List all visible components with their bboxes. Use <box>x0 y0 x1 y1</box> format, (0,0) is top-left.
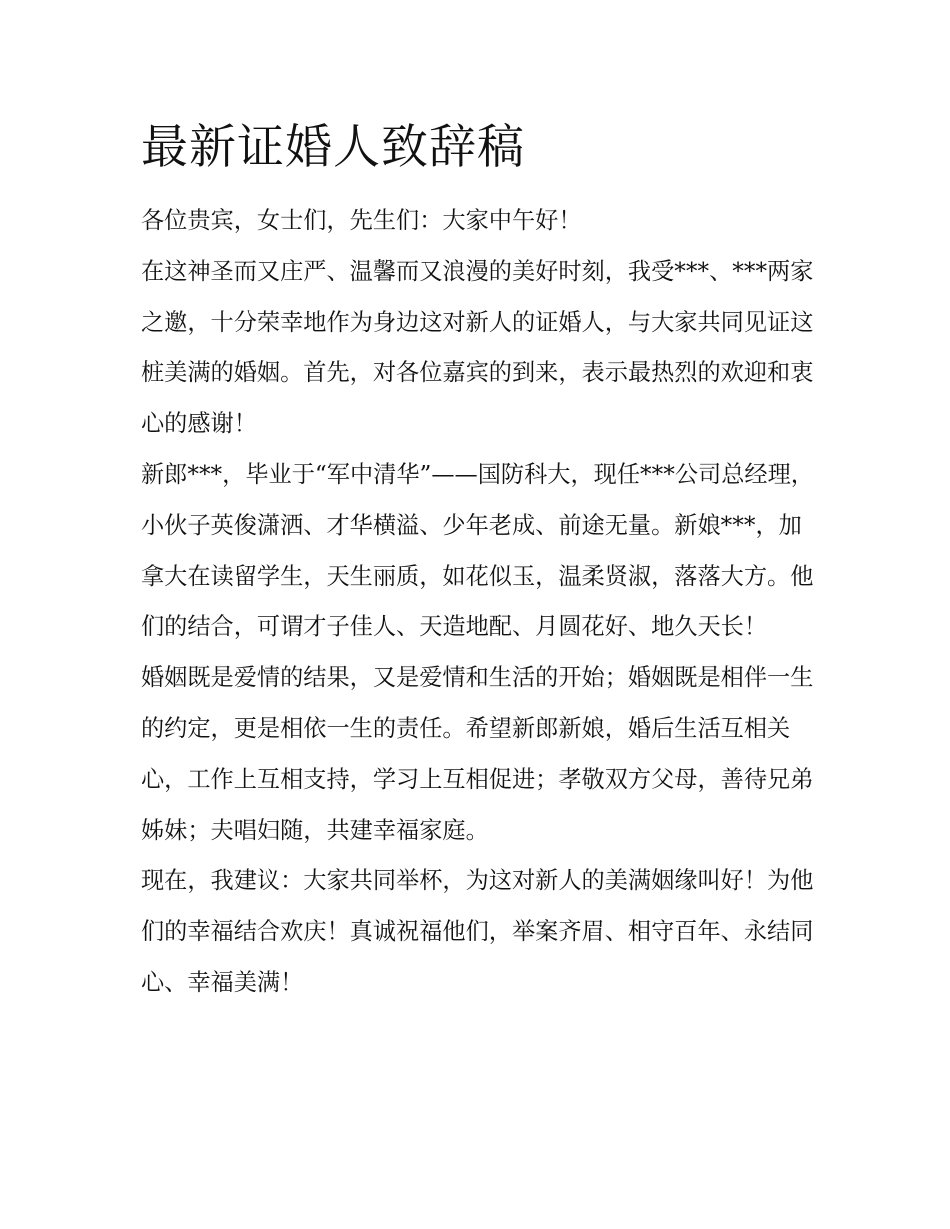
document-title: 最新证婚人致辞稿 <box>141 120 525 175</box>
paragraph-couple-intro: 新郎***，毕业于“军中清华”——国防科大，现任***公司总经理，小伙子英俊潇洒、才华横溢、少年老成、前途无量。新娘***，加拿大在读留学生，天生丽质，如花似玉，温柔贤淑，落落大方。他们的结合，可谓才子佳人、天造地配、月圆花好、地久天长！ <box>141 460 814 641</box>
paragraph-toast: 现在，我建议：大家共同举杯，为这对新人的美满姻缘叫好！为他们的幸福结合欢庆！真诚祝福他们，举案齐眉、相守百年、永结同心、幸福美满！ <box>141 867 814 996</box>
document-page <box>141 108 816 1009</box>
paragraph-welcome: 在这神圣而又庄严、温馨而又浪漫的美好时刻，我受***、***两家之邀，十分荣幸地作为身边这对新人的证婚人，与大家共同见证这桩美满的婚姻。首先，对各位嘉宾的到来，表示最热烈的欢迎和衷心的感谢！ <box>141 257 814 438</box>
paragraph-greeting: 各位贵宾，女士们，先生们：大家中午好！ <box>141 207 582 234</box>
paragraph-marriage-wishes: 婚姻既是爱情的结果，又是爱情和生活的开始；婚姻既是相伴一生的约定，更是相依一生的责任。希望新郎新娘，婚后生活互相关心，工作上互相支持，学习上互相促进；孝敬双方父母，善待兄弟姊妹；夫唱妇随，共建幸福家庭。 <box>141 664 814 844</box>
